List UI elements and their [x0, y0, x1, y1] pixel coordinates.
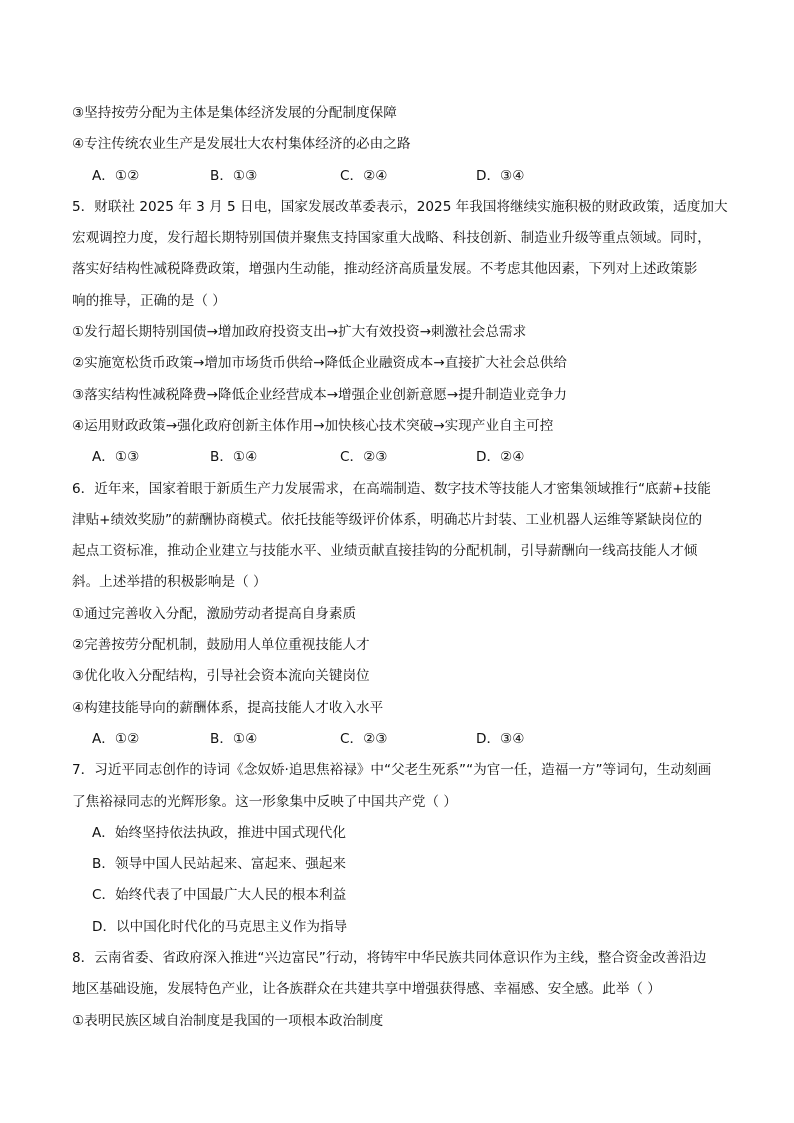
statement: ④专注传统农业生产是发展壮大农村集体经济的必由之路	[72, 136, 411, 153]
question-7	[72, 755, 728, 943]
choice-b: B．①③	[210, 167, 258, 184]
question-stem: 斜。上述举措的积极影响是（ ）	[72, 574, 267, 591]
statement: ④构建技能导向的薪酬体系，提高技能人才收入水平	[72, 699, 384, 716]
choice-d: D．③④	[476, 167, 525, 184]
choice-row	[72, 724, 728, 755]
option-c: C．始终代表了中国最广大人民的根本利益	[92, 887, 347, 904]
question-stem: 津贴+绩效奖励”的薪酬协商模式。依托技能等级评价体系，明确芯片封装、工业机器人运维等紧缺岗位的	[72, 511, 703, 528]
question-8	[72, 943, 728, 1037]
choice-b: B．①④	[210, 730, 258, 747]
statement: ③坚持按劳分配为主体是集体经济发展的分配制度保障	[72, 105, 397, 121]
question-5	[72, 192, 728, 474]
choice-c: C．②④	[340, 167, 388, 184]
question-stem: 5．财联社 2025 年 3 月 5 日电，国家发展改革委表示，2025 年我国将继续实施积极的财政政策，适度加大	[72, 198, 728, 215]
choice-d: D．③④	[476, 730, 525, 747]
question-6	[72, 474, 728, 756]
statement: ②完善按劳分配机制，鼓励用人单位重视技能人才	[72, 637, 370, 654]
choice-a: A．①③	[92, 449, 140, 466]
question-stem: 7．习近平同志创作的诗词《念奴娇·追思焦裕禄》中“父老生死系”“为官一任，造福一方”等词句，生动刻画	[72, 762, 712, 779]
choice-row	[72, 442, 728, 473]
q4-tail	[72, 98, 728, 192]
choice-c: C．②③	[340, 730, 388, 747]
statement: ①通过完善收入分配，激励劳动者提高自身素质	[72, 605, 357, 622]
statement: ①发行超长期特别国债→增加政府投资支出→扩大有效投资→刺激社会总需求	[72, 324, 527, 341]
choice-a: A．①②	[92, 730, 140, 747]
question-stem: 了焦裕禄同志的光辉形象。这一形象集中反映了中国共产党（ ）	[72, 793, 457, 810]
statement: ①表明民族区域自治制度是我国的一项根本政治制度	[72, 1012, 384, 1029]
question-stem: 起点工资标准，推动企业建立与技能水平、业绩贡献直接挂钩的分配机制，引导薪酬向一线高技能人才倾	[72, 543, 698, 560]
option-b: B．领导中国人民站起来、富起来、强起来	[92, 856, 347, 873]
statement: ②实施宽松货币政策→增加市场货币供给→降低企业融资成本→直接扩大社会总供给	[72, 355, 567, 372]
choice-b: B．①④	[210, 449, 258, 466]
option-d: D．以中国化时代化的马克思主义作为指导	[92, 918, 348, 935]
question-stem: 宏观调控力度，发行超长期特别国债并聚焦支持国家重大战略、科技创新、制造业升级等重点领域。同时，	[72, 230, 711, 247]
question-stem: 8．云南省委、省政府深入推进“兴边富民”行动，将铸牢中华民族共同体意识作为主线，整合资金改善沿边	[72, 950, 707, 967]
choice-d: D．②④	[476, 449, 525, 466]
choice-a: A．①②	[92, 167, 140, 184]
question-stem: 响的推导，正确的是（ ）	[72, 292, 226, 309]
question-stem: 落实好结构性减税降费政策，增强内生动能，推动经济高质量发展。不考虑其他因素，下列对上述政策影	[72, 261, 698, 278]
statement: ③优化收入分配结构，引导社会资本流向关键岗位	[72, 668, 370, 685]
question-stem: 地区基础设施，发展特色产业，让各族群众在共建共享中增强获得感、幸福感、安全感。此举（ ）	[72, 981, 661, 998]
choice-row	[72, 161, 728, 192]
option-a: A．始终坚持依法执政，推进中国式现代化	[92, 824, 346, 841]
statement: ④运用财政政策→强化政府创新主体作用→加快核心技术突破→实现产业自主可控	[72, 417, 554, 434]
statement: ③落实结构性减税降费→降低企业经营成本→增强企业创新意愿→提升制造业竞争力	[72, 386, 567, 403]
choice-c: C．②③	[340, 449, 388, 466]
exam-page	[72, 98, 728, 1037]
question-stem: 6．近年来，国家着眼于新质生产力发展需求，在高端制造、数字技术等技能人才密集领域推行“底薪+技能	[72, 480, 711, 497]
